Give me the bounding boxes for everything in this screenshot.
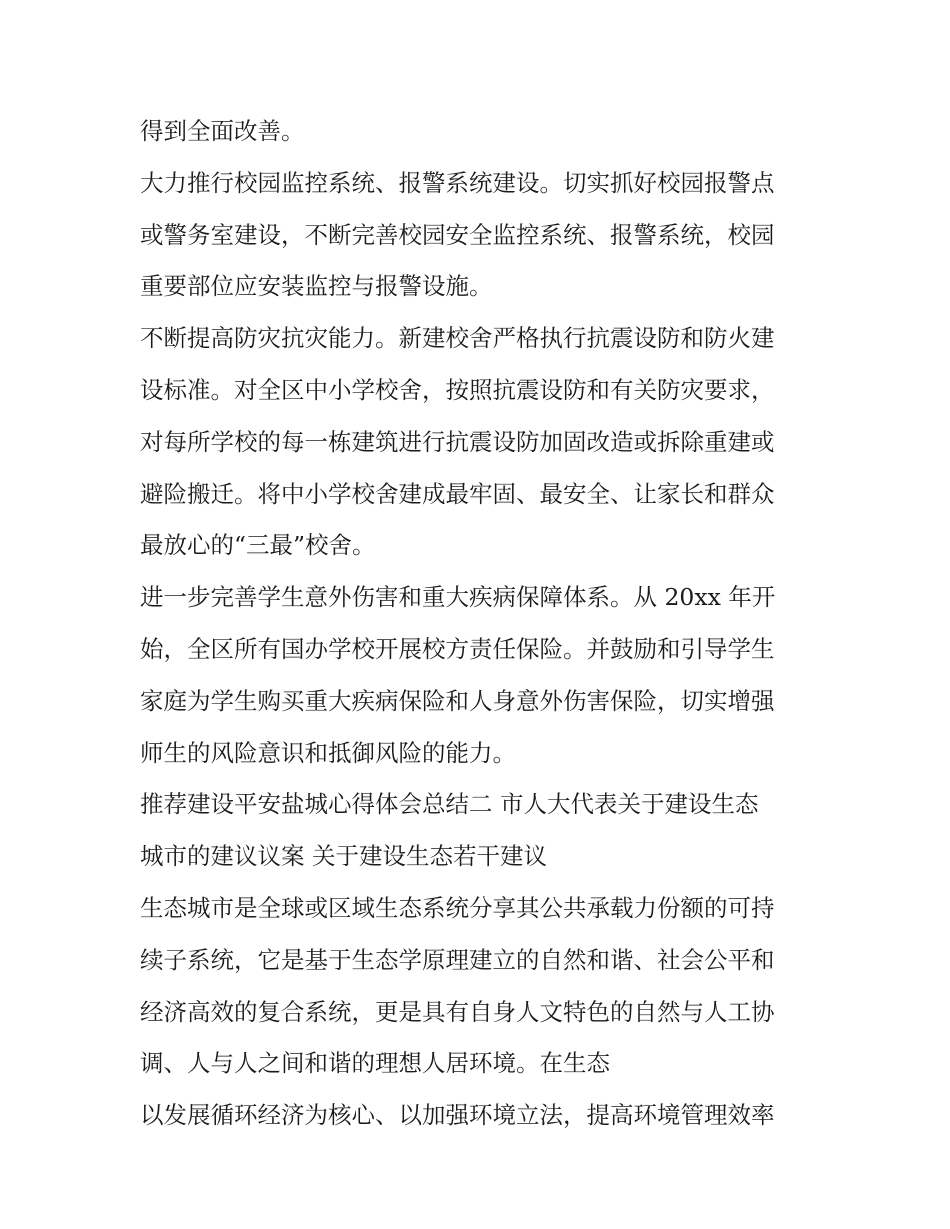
text-line: 大力推行校园监控系统、报警系统建设。切实抓好校园报警点 [140, 168, 775, 197]
text-line: 或警务室建设，不断完善校园安全监控系统、报警系统，校园 [140, 220, 775, 249]
text-line: 生态城市是全球或区域生态系统分享其公共承载力份额的可持 [140, 893, 775, 922]
text-line: 设标准。对全区中小学校舍，按照抗震设防和有关防灾要求， [140, 375, 775, 404]
text-line: 始，全区所有国办学校开展校方责任保险。并鼓励和引导学生 [140, 634, 775, 663]
text-line: 避险搬迁。将中小学校舍建成最牢固、最安全、让家长和群众 [140, 479, 775, 508]
text-line: 调、人与人之间和谐的理想人居环境。在生态 [140, 1049, 610, 1078]
text-line: 经济高效的复合系统，更是具有自身人文特色的自然与人工协 [140, 997, 775, 1026]
text-line: 续子系统，它是基于生态学原理建立的自然和谐、社会公平和 [140, 945, 775, 974]
text-line: 以发展循环经济为核心、以加强环境立法，提高环境管理效率 [140, 1101, 775, 1130]
text-line: 对每所学校的每一栋建筑进行抗震设防加固改造或拆除重建或 [140, 427, 775, 456]
text-line: 不断提高防灾抗灾能力。新建校舍严格执行抗震设防和防火建 [140, 324, 775, 353]
text-line: 师生的风险意识和抵御风险的能力。 [140, 738, 516, 767]
text-line: 城市的建议议案 关于建设生态若干建议 [140, 842, 547, 871]
document-body [140, 106, 820, 1142]
text-line: 得到全面改善。 [140, 117, 305, 145]
text-line: 进一步完善学生意外伤害和重大疾病保障体系。从 20xx 年开 [140, 583, 776, 612]
text-line: 推荐建设平安盐城心得体会总结二 市人大代表关于建设生态 [140, 790, 759, 819]
text-line: 家庭为学生购买重大疾病保险和人身意外伤害保险，切实增强 [140, 686, 775, 715]
text-line: 最放心的“三最”校舍。 [140, 531, 376, 560]
text-line: 重要部位应安装监控与报警设施。 [140, 272, 493, 301]
